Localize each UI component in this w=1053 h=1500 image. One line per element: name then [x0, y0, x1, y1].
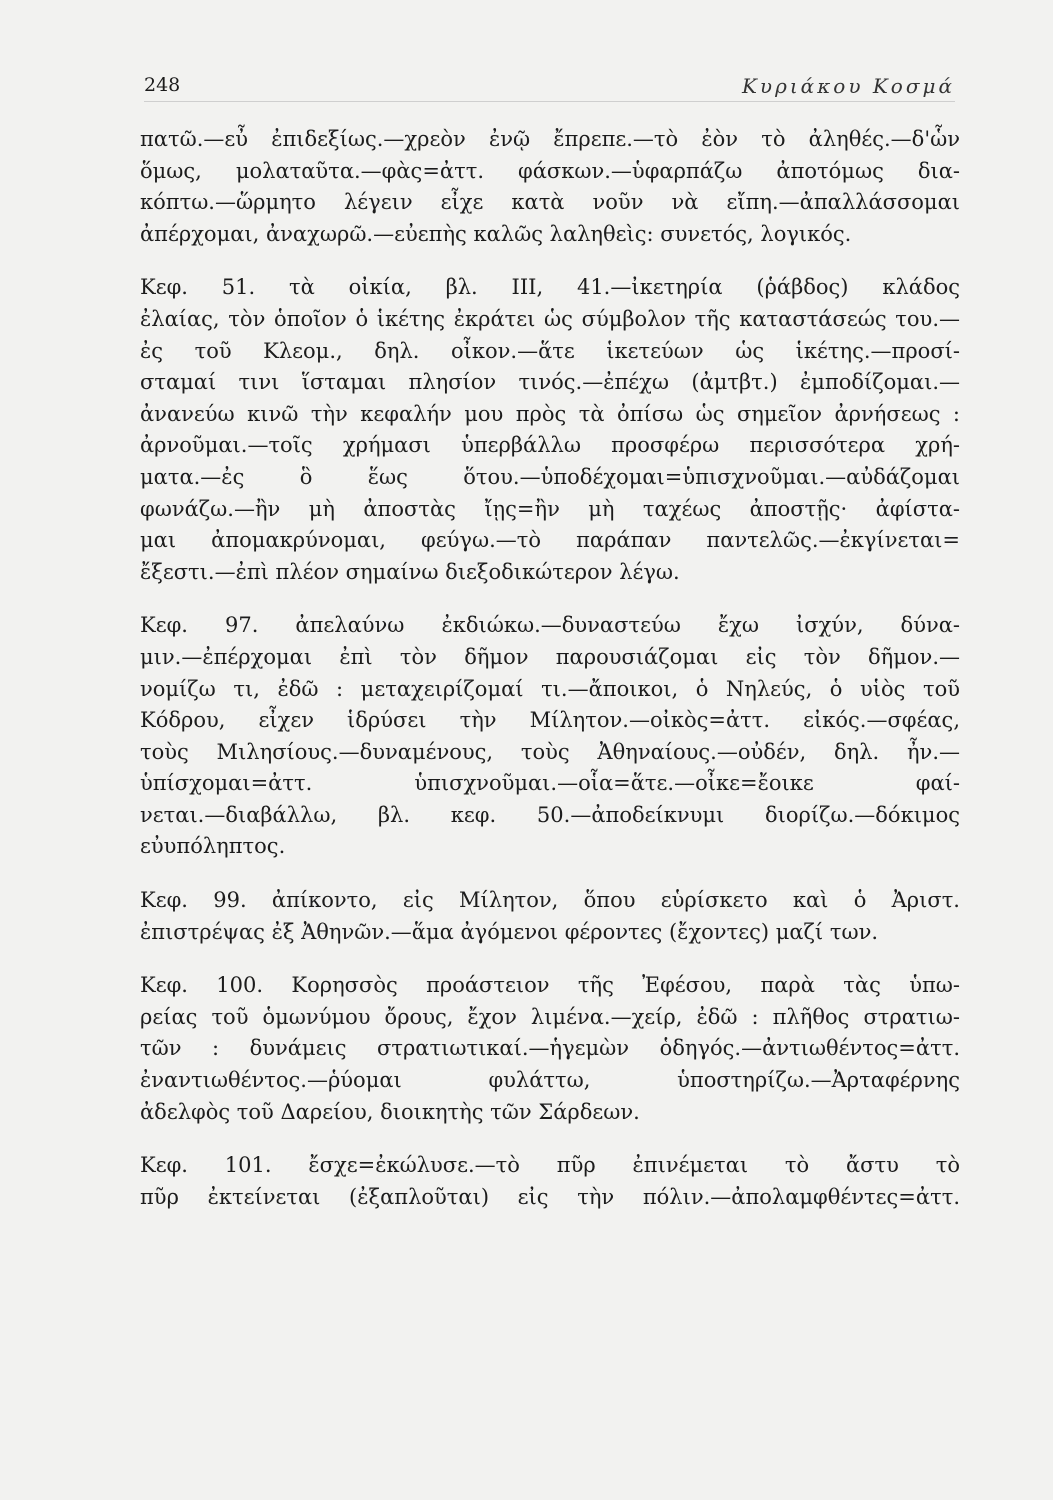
text-line: Κεφ. 97. ἀπελαύνω ἐκδιώκω.—δυναστεύω ἔχω ἰσχύν, δύνα- [140, 613, 960, 638]
text-line: εὐυπόληπτος. [140, 834, 286, 859]
text-line: σταμαί τινι ἵσταμαι πλησίον τινός.—ἐπέχω (ἀμτβτ.) ἐμποδίζομαι.— [140, 370, 960, 395]
text-line: Κεφ. 99. ἀπίκοντο, εἰς Μίλητον, ὅπου εὑρίσκετο καὶ ὁ Ἀριστ. [140, 888, 960, 913]
text-line: ματα.—ἐς ὃ ἕως ὅτου.—ὑποδέχομαι=ὑπισχνοῦμαι.—αὐδάζομαι [140, 464, 960, 489]
paragraph-gap [140, 1128, 960, 1150]
text-line: τοὺς Μιλησίους.—δυναμένους, τοὺς Ἀθηναίους.—οὐδέν, δηλ. ἦν.— [140, 739, 960, 764]
page-header [144, 74, 955, 104]
text-line: φωνάζω.—ἢν μὴ ἀποστὰς ἴῃς=ἢν μὴ ταχέως ἀποστῇς· ἀφίστα- [140, 496, 960, 521]
text-line: πῦρ ἐκτείνεται (ἐξαπλοῦται) εἰς τὴν πόλιν.—ἀπολαμφθέντες=ἀττ. [140, 1184, 960, 1209]
text-line: ρείας τοῦ ὁμωνύμου ὄρους, ἔχον λιμένα.—χείρ, ἐδῶ : πλῆθος στρατιω- [140, 1004, 960, 1029]
text-line: ἐς τοῦ Κλεομ., δηλ. οἶκον.—ἅτε ἱκετεύων ὡς ἱκέτης.—προσί- [140, 338, 960, 363]
paragraph-gap [140, 250, 960, 272]
text-line: νομίζω τι, ἐδῶ : μεταχειρίζομαί τι.—ἄποικοι, ὁ Νηλεύς, ὁ υἱὸς τοῦ [140, 676, 960, 701]
header-rule [144, 101, 955, 102]
running-head: Κυριάκου Κοσμά [741, 74, 955, 98]
text-line: ὅμως, μολαταῦτα.—φὰς=ἀττ. φάσκων.—ὑφαρπάζω ἀποτόμως δια- [140, 158, 960, 183]
text-line: ὑπίσχομαι=ἀττ. ὑπισχνοῦμαι.—οἷα=ἅτε.—οἶκε=ἔοικε φαί- [140, 771, 960, 796]
text-line: ἐναντιωθέντος.—ῥύομαι φυλάττω, ὑποστηρίζω.—Ἀρταφέρνης [140, 1068, 960, 1093]
text-line: μαι ἀπομακρύνομαι, φεύγω.—τὸ παράπαν παντελῶς.—ἐκγίνεται= [140, 528, 960, 553]
text-line: Κόδρου, εἶχεν ἱδρύσει τὴν Μίλητον.—οἰκὸς=ἀττ. εἰκός.—σφέας, [140, 708, 960, 733]
text-line: ἐλαίας, τὸν ὁποῖον ὁ ἱκέτης ἐκράτει ὡς σύμβολον τῆς καταστάσεώς του.— [140, 306, 960, 331]
text-line: ἔξεστι.—ἐπὶ πλέον σημαίνω διεξοδικώτερον λέγω. [140, 559, 680, 584]
text-line: ἀπέρχομαι, ἀναχωρῶ.—εὐεπὴς καλῶς λαληθεὶς: συνετός, λογικός. [140, 221, 852, 246]
commentary-text [140, 124, 960, 1213]
text-line: Κεφ. 51. τὰ οἰκία, βλ. ΙΙΙ, 41.—ἰκετηρία (ῥάβδος) κλάδος [140, 275, 960, 300]
text-line: μιν.—ἐπέρχομαι ἐπὶ τὸν δῆμον παρουσιάζομαι εἰς τὸν δῆμον.— [140, 644, 960, 669]
page-number: 248 [144, 74, 181, 96]
text-line: νεται.—διαβάλλω, βλ. κεφ. 50.—ἀποδείκνυμι διορίζω.—δόκιμος [140, 802, 960, 827]
text-line: Κεφ. 100. Κορησσὸς προάστειον τῆς Ἐφέσου, παρὰ τὰς ὑπω- [140, 973, 960, 998]
text-line: κόπτω.—ὥρμητο λέγειν εἶχε κατὰ νοῦν νὰ εἴπη.—ἀπαλλάσσομαι [140, 190, 960, 215]
text-line: ἀδελφὸς τοῦ Δαρείου, διοικητὴς τῶν Σάρδεων. [140, 1099, 640, 1124]
text-line: ἀρνοῦμαι.—τοῖς χρήμασι ὑπερβάλλω προσφέρω περισσότερα χρή- [140, 433, 960, 458]
paragraph-gap [140, 863, 960, 885]
text-line: ἀνανεύω κινῶ τὴν κεφαλήν μου πρὸς τὰ ὀπίσω ὡς σημεῖον ἀρνήσεως : [140, 401, 960, 426]
paragraph-gap [140, 588, 960, 610]
text-line: ἐπιστρέψας ἐξ Ἀθηνῶν.—ἅμα ἀγόμενοι φέροντες (ἔχοντες) μαζί των. [140, 919, 879, 944]
paragraph-gap [140, 948, 960, 970]
text-line: Κεφ. 101. ἔσχε=ἐκώλυσε.—τὸ πῦρ ἐπινέμεται τὸ ἄστυ τὸ [140, 1153, 960, 1178]
text-line: πατῶ.—εὖ ἐπιδεξίως.—χρεὸν ἐνῷ ἔπρεπε.—τὸ ἐὸν τὸ ἀληθές.—δ'ὧν [140, 127, 960, 151]
text-line: τῶν : δυνάμεις στρατιωτικαί.—ἡγεμὼν ὁδηγός.—ἀντιωθέντος=ἀττ. [140, 1036, 960, 1061]
